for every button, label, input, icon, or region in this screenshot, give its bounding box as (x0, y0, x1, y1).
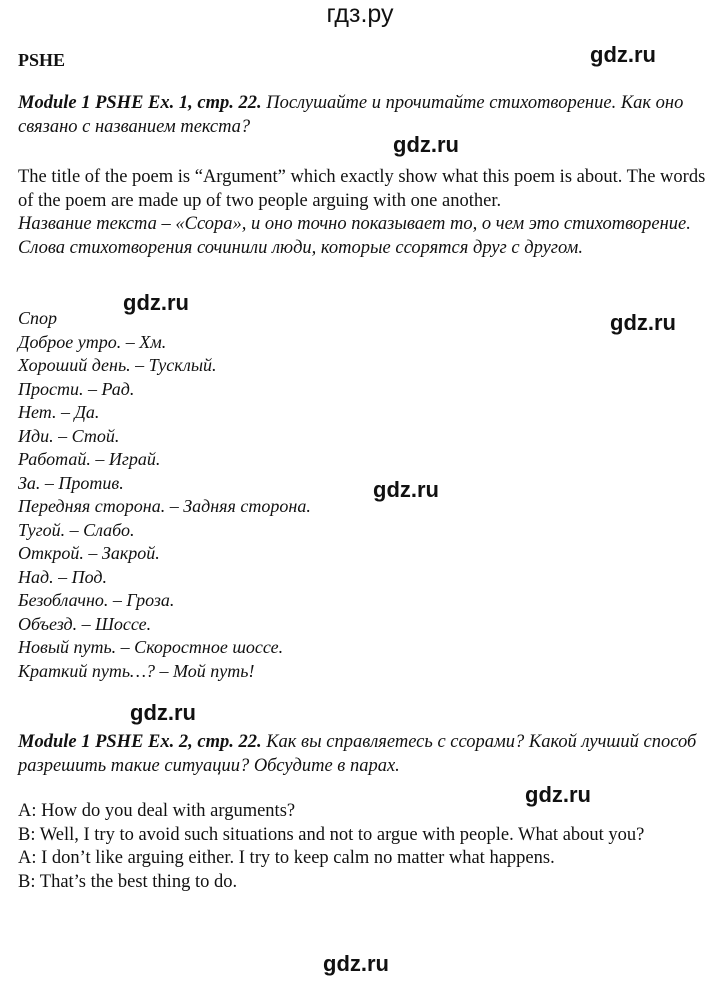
poem-line: Нет. – Да. (18, 402, 100, 422)
poem-line: Спор (18, 308, 58, 328)
dialog-line: B: Well, I try to avoid such situations and not to argue with people. What about you? (18, 824, 645, 845)
poem-line: Безоблачно. – Гроза. (18, 590, 175, 610)
poem-line: За. – Против. (18, 472, 124, 493)
poem-line: Хороший день. – Тусклый. (18, 355, 217, 375)
dialog-line: A: How do you deal with arguments? (18, 801, 296, 821)
poem-line: Краткий путь…? – Мой путь! (18, 660, 255, 681)
section-heading: PSHE (18, 50, 66, 70)
poem-line: Передняя сторона. – Задняя сторона. (18, 496, 311, 516)
watermark: gdz.ru (590, 42, 656, 67)
poem-line: Работай. – Играй. (18, 449, 161, 469)
task-2-text: Как вы справляетесь с ссорами? Какой лучший способ разрешить такие ситуации? Обсудите в парах. (18, 732, 697, 776)
task-2-label: Module 1 PSHE Ex. 2, стр. 22. (18, 732, 262, 752)
poem-line: Объезд. – Шоссе. (18, 613, 152, 634)
task-1-text: Послушайте и прочитайте стихотворение. Как оно связано с названием текста? (18, 93, 684, 137)
dialog (18, 800, 698, 894)
watermark: gdz.ru (373, 477, 439, 502)
poem-line: Над. – Под. (18, 566, 107, 587)
watermark: gdz.ru (610, 310, 676, 335)
watermark: gdz.ru (123, 290, 189, 315)
task-1-label: Module 1 PSHE Ex. 1, стр. 22. (18, 93, 262, 113)
site-title: гдз.ру (326, 0, 394, 28)
poem-line: Доброе утро. – Хм. (18, 331, 167, 352)
poem (18, 307, 311, 683)
answer-1 (18, 166, 708, 260)
poem-line: Новый путь. – Скоростное шоссе. (18, 637, 284, 657)
dialog-line: B: That’s the best thing to do. (18, 871, 238, 892)
poem-line: Открой. – Закрой. (18, 543, 160, 563)
watermark: gdz.ru (525, 782, 591, 807)
watermark: gdz.ru (130, 700, 196, 725)
task-1 (18, 92, 708, 139)
answer-1-russian: Название текста – «Ссора», и оно точно показывает то, о чем это стихотворение. Слова стихотворения сочинили люди, которые ссорятся друг с другом. (18, 214, 691, 258)
answer-1-english: The title of the poem is “Argument” which exactly show what this poem is about. The words of the poem are made up of two people arguing with one another. (18, 167, 706, 211)
task-2 (18, 731, 708, 778)
watermark: gdz.ru (323, 951, 389, 976)
poem-line: Иди. – Стой. (18, 425, 120, 446)
poem-line: Прости. – Рад. (18, 378, 135, 399)
watermark: gdz.ru (393, 132, 459, 157)
dialog-line: A: I don’t like arguing either. I try to keep calm no matter what happens. (18, 848, 555, 868)
poem-line: Тугой. – Слабо. (18, 519, 135, 540)
